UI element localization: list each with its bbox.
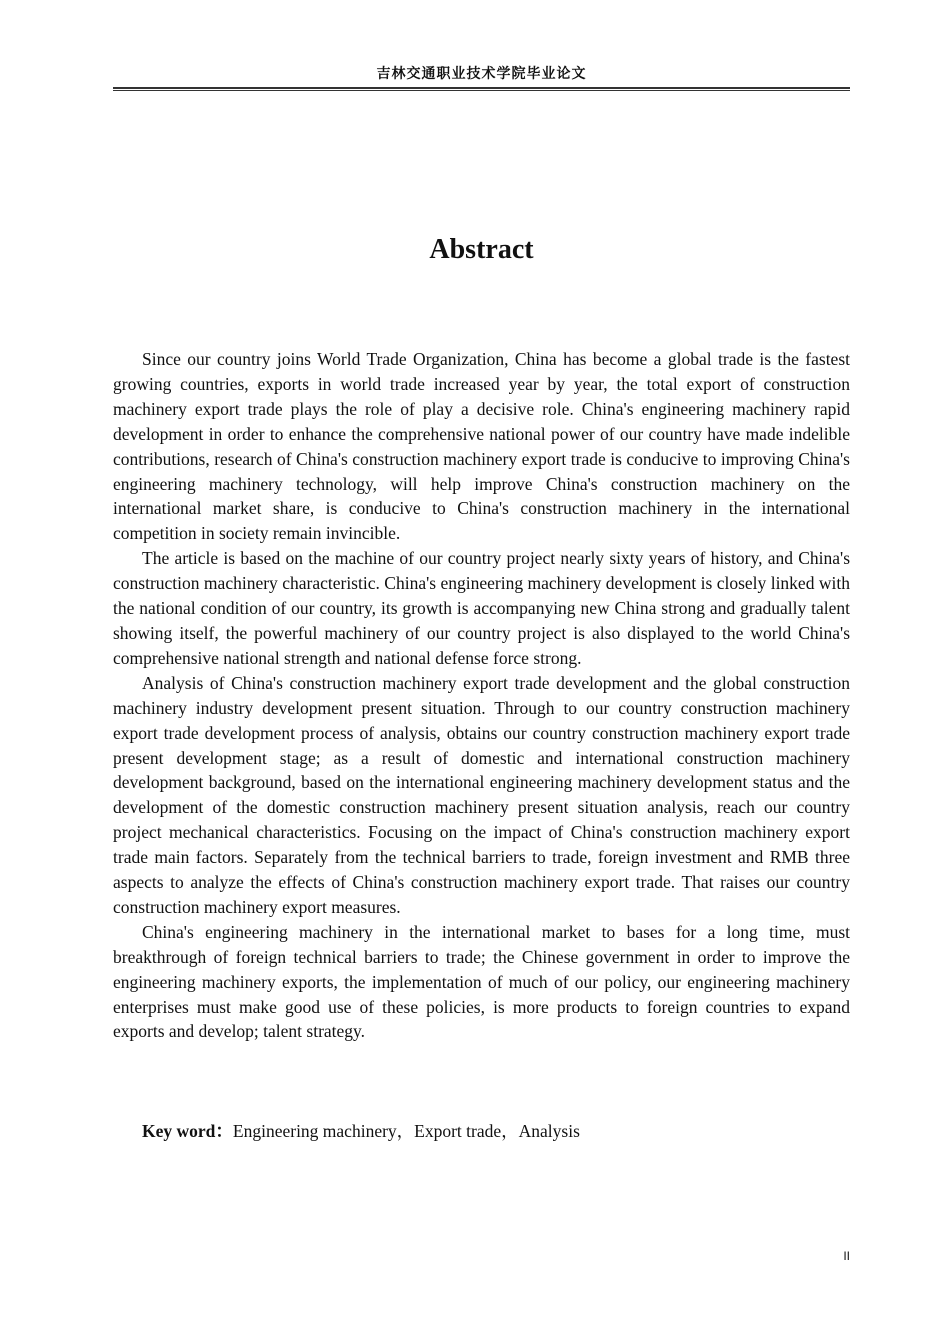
- abstract-title: Abstract: [429, 234, 534, 265]
- abstract-paragraph-4: China's engineering machinery in the international market to bases for a long time, must breakthrough of foreign technical barriers to trade; the Chinese government in order to improve the engineering machinery exports, the implementation of much of our policy, our engineering machinery enterprises must make good use of these policies, is more products to foreign countries to expand exports and develop; talent strategy.: [113, 921, 850, 1042]
- abstract-paragraph-3: Analysis of China's construction machinery export trade development and the global construction machinery industry development present situation. Through to our country construction machinery export trade development process of analysis, obtains our country construction machinery export trade present development stage; as a result of domestic and international construction machinery development background, based on the international engineering machinery development status and the development of the domestic construction machinery present situation analysis, reach our country project mechanical characteristics. Focusing on the impact of China's construction machinery export trade main factors. Separately from the technical barriers to trade, foreign investment and RMB three aspects to analyze the effects of China's construction machinery export trade. That raises our country construction machinery export measures.: [113, 672, 850, 917]
- page-header: 吉林交通职业技术学院毕业论文: [376, 66, 587, 82]
- keywords-text: Engineering machinery，Export trade，Analysis: [232, 1121, 580, 1141]
- header-divider: [113, 87, 850, 91]
- keywords-label: Key word：: [142, 1121, 233, 1141]
- page-number: II: [843, 1249, 850, 1263]
- abstract-body: [113, 347, 850, 1044]
- abstract-paragraph-2: The article is based on the machine of our country project nearly sixty years of history, and China's construction machinery characteristic. China's engineering machinery development is closely linked with the national condition of our country, its growth is accompanying new China strong and gradually talent showing itself, the powerful machinery of our country project is also displayed to the world China's comprehensive national strength and national defense force strong.: [113, 548, 850, 668]
- abstract-paragraph-1: Since our country joins World Trade Organization, China has become a global trade is the fastest growing countries, exports in world trade increased year by year, the total export of construction machinery export trade plays the role of play a decisive role. China's engineering machinery rapid development in order to enhance the comprehensive national power of our country have made indelible contributions, research of China's construction machinery export trade is conducive to improving China's engineering machinery technology, will help improve China's construction machinery on the international market share, is conducive to China's construction machinery in the international competition in society remain invincible.: [113, 349, 850, 544]
- keywords-line: [113, 1119, 850, 1144]
